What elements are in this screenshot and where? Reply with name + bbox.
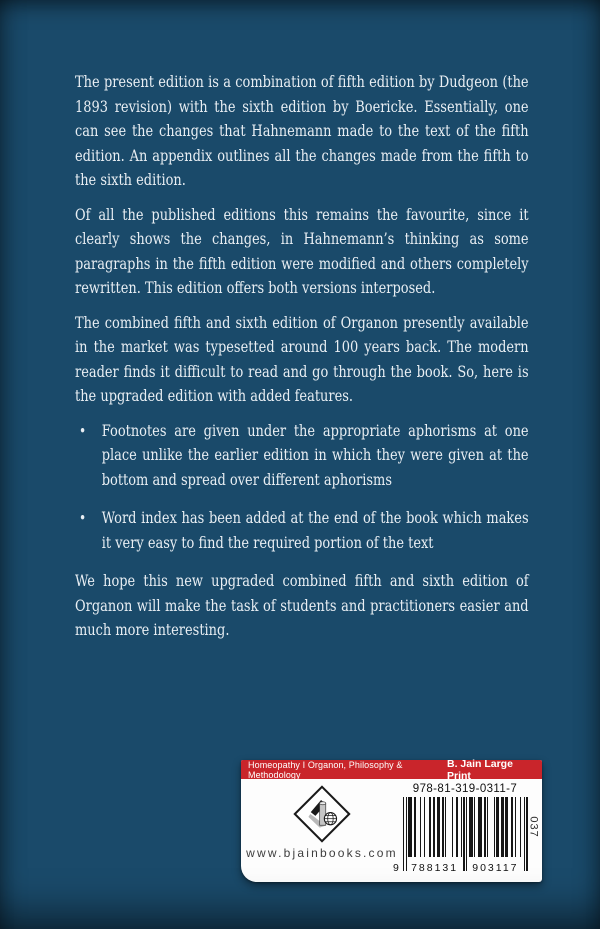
barcode-digit-group: 788131	[408, 862, 461, 874]
list-item	[75, 419, 529, 493]
barcode-digit-group: 903117	[469, 862, 522, 874]
isbn-number: 978-81-319-0311-7	[412, 783, 518, 795]
bullet-text: Word index has been added at the end of the book which makes it very easy to find the required portion of the text	[101, 508, 529, 552]
barcode	[393, 797, 527, 875]
publisher-website: www.bjainbooks.com	[246, 846, 398, 860]
blurb-paragraph: Of all the published editions this remains the favourite, since it clearly shows the changes, in Hahnemann’s thinking as some paragraphs in the fifth edition were modified and others completely rewritten. This edition offers both versions interposed.	[75, 204, 529, 297]
blurb-paragraph: The combined fifth and sixth edition of Organon presently available in the market was typesetted around 100 years back. The modern reader finds it difficult to read and go through the book. So, here is the upgraded edition with added features.	[75, 312, 529, 405]
barcode-digit-group: 9	[393, 862, 399, 874]
sticker-banner	[241, 757, 542, 782]
edition-label: B. Jain Large Print	[446, 757, 513, 782]
closing-paragraph: We hope this new upgraded combined fifth and sixth edition of Organon will make the task of students and practitioners easier and much more interesting.	[75, 571, 529, 639]
blurb-paragraph: The present edition is a combination of fifth edition by Dudgeon (the 1893 revision) with the sixth edition by Boericke. Essentially, one can see the changes that Hahnemann made to the text of the fifth edition. An appendix outlines all the changes made from the fifth to the sixth edition.	[75, 72, 529, 189]
feature-list	[75, 419, 529, 556]
publisher-block	[241, 779, 403, 882]
barcode-digits	[393, 861, 527, 874]
stock-code: 037	[527, 816, 540, 838]
bullet-text: Footnotes are given under the appropriate aphorisms at one place unlike the earlier edition in which they were given at the bottom and spread over different aphorisms	[101, 420, 529, 489]
list-item	[75, 506, 529, 555]
bjain-logo-icon	[292, 784, 352, 844]
barcode-sticker	[241, 757, 542, 882]
bullet-icon: •	[79, 421, 87, 440]
category-label: Homeopathy I Organon, Philosophy & Methodology	[248, 759, 403, 780]
sticker-body	[241, 779, 542, 882]
blurb-text	[75, 70, 529, 653]
isbn-block	[393, 779, 542, 882]
bullet-icon: •	[79, 509, 87, 527]
